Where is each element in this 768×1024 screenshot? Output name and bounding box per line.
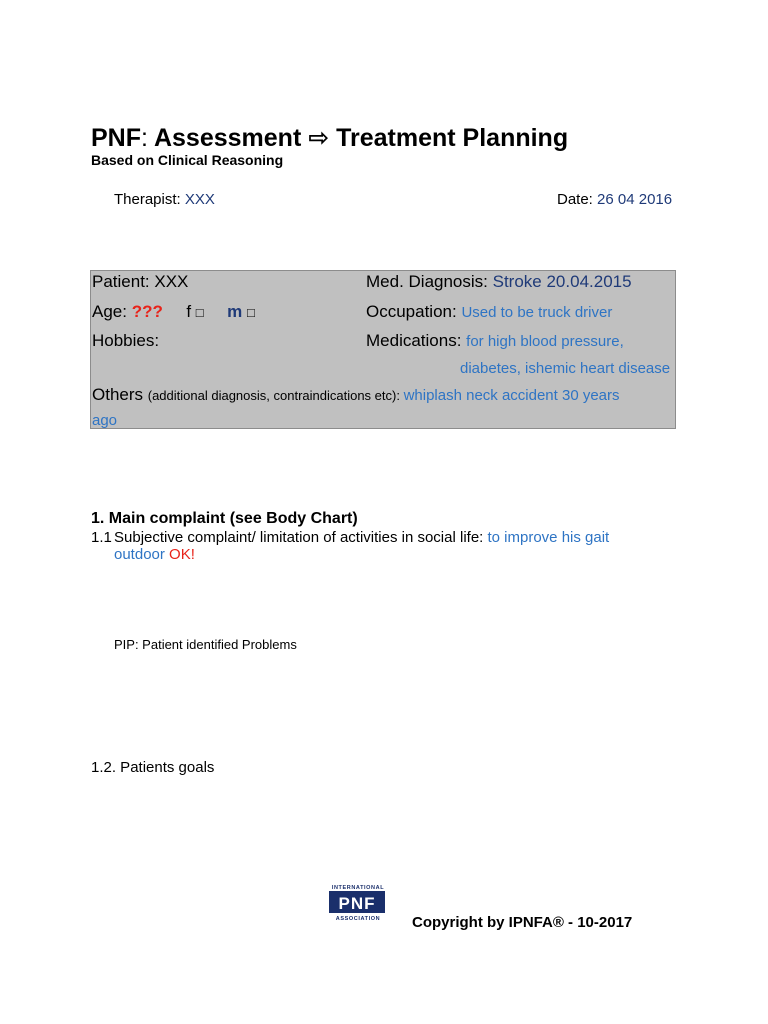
pip-label: PIP: Patient identified Problems [114, 637, 297, 652]
title-colon: : [141, 124, 148, 152]
patient-label: Patient: XXX [92, 272, 189, 291]
date-value: 26 04 2016 [597, 191, 673, 208]
logo-bottom-text: ASSOCIATION [335, 916, 381, 922]
age-value: ??? [131, 302, 163, 321]
ipnfa-logo [326, 882, 390, 928]
others-field [92, 385, 620, 405]
medications-value-line1: for high blood pressure, [466, 333, 624, 350]
others-label: Others [92, 385, 148, 404]
section-heading-main-complaint: 1. Main complaint (see Body Chart) [91, 510, 358, 527]
male-checkbox[interactable]: □ [246, 305, 255, 320]
male-label: m [227, 302, 243, 321]
age-field [92, 302, 255, 322]
hobbies-label: Hobbies: [92, 331, 160, 350]
others-value-line2: ago [92, 412, 118, 429]
logo-text: PNF [338, 894, 376, 913]
page-title [91, 122, 568, 154]
female-label: f [186, 302, 192, 321]
date-field [557, 191, 672, 208]
diagnosis-label: Med. Diagnosis: [366, 272, 493, 291]
date-label: Date: [557, 191, 598, 208]
item-1-1-number: 1.1 [91, 529, 112, 546]
item-1-1 [114, 529, 609, 546]
diagnosis-field [366, 272, 632, 292]
item-1-2: 1.2. Patients goals [91, 759, 215, 776]
item-1-1-continued [114, 546, 195, 563]
medications-label: Medications: [366, 331, 467, 350]
others-note: (additional diagnosis, contraindications etc): [147, 388, 404, 403]
diagnosis-value: Stroke 20.04.2015 [492, 272, 632, 291]
patient-info-box [90, 270, 676, 429]
occupation-field [366, 302, 612, 322]
item-1-1-label: Subjective complaint/ limitation of activities in social life: [114, 529, 488, 546]
item-1-1-ok: OK! [169, 546, 195, 563]
copyright-text: Copyright by IPNFA® - 10-2017 [412, 914, 633, 931]
page-subtitle: Based on Clinical Reasoning [91, 152, 284, 168]
therapist-value: XXX [184, 191, 215, 208]
occupation-label: Occupation: [366, 302, 462, 321]
age-label: Age: [92, 302, 132, 321]
title-pnf: PNF [91, 124, 141, 152]
title-rest: Assessment ⇨ Treatment Planning [147, 124, 569, 152]
therapist-label: Therapist: [114, 191, 185, 208]
item-1-1-value-line2: outdoor [114, 546, 170, 563]
medications-field [366, 331, 624, 351]
item-1-1-value-line1: to improve his gait [487, 529, 610, 546]
therapist-field [114, 191, 215, 208]
female-checkbox[interactable]: □ [195, 305, 204, 320]
medications-value-line2: diabetes, ishemic heart disease [460, 360, 671, 377]
occupation-value: Used to be truck driver [461, 304, 613, 321]
others-value-line1: whiplash neck accident 30 years [403, 387, 620, 404]
logo-top-text: INTERNATIONAL [331, 885, 385, 891]
